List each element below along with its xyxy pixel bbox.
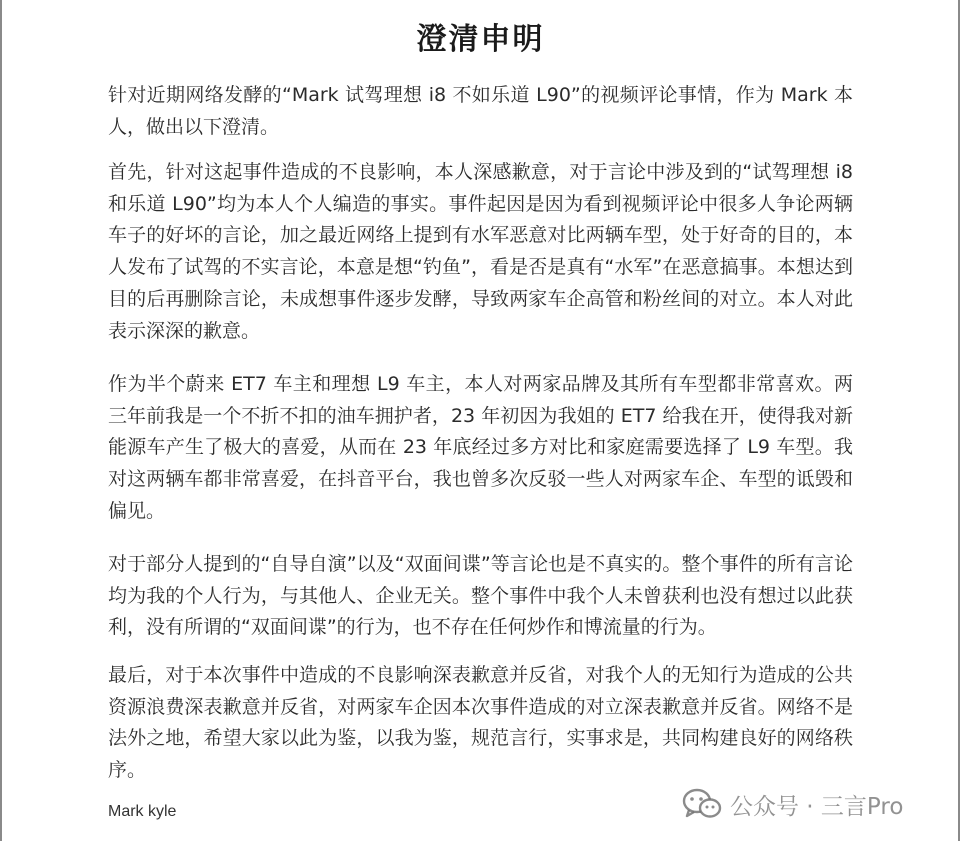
paragraph-denial: 对于部分人提到的“自导自演”以及“双面间谍”等言论也是不真实的。整个事件的所有言论均为我的个人行为，与其他人、企业无关。整个事件中我个人未曾获利也没有想过以此获利，没有所谓的“双面间谍”的行为，也不存在任何炒作和博流量的行为。 [108, 553, 853, 639]
watermark-text: 公众号 · 三言Pro [730, 793, 904, 820]
paragraph-intro: 针对近期网络发酵的“Mark 试驾理想 i8 不如乐道 L90”的视频评论事情，作为 Mark 本人，做出以下澄清。 [108, 84, 853, 138]
paragraph-conclusion: 最后，对于本次事件中造成的不良影响深表歉意并反省，对我个人的无知行为造成的公共资源浪费深表歉意并反省，对两家车企因本次事件造成的对立深表歉意并反省。网络不是法外之地，希望大家以此为鉴，以我为鉴，规范言行，实事求是，共同构建良好的网络秩序。 [108, 664, 853, 782]
signature: Mark kyle [108, 803, 177, 820]
wechat-icon [682, 787, 722, 821]
page-title: 澄清申明 [416, 22, 545, 57]
left-border [0, 0, 2, 841]
watermark [682, 784, 903, 824]
paragraph-apology: 首先，针对这起事件造成的不良影响，本人深感歉意，对于言论中涉及到的“试驾理想 i8 和乐道 L90”均为本人个人编造的事实。事件起因是因为看到视频评论中很多人争论两辆车子的好坏的言论，加之最近网络上提到有水军恶意对比两辆车型，处于好奇的目的，本人发布了试驾的不实言论，本意是想“钓鱼”，看是否是真有“水军”在恶意搞事。本想达到目的后再删除言论，未成想事件逐步发酵，导致两家车企高管和粉丝间的对立。本人对此表示深深的歉意。 [108, 161, 853, 342]
paragraph-ownership: 作为半个蔚来 ET7 车主和理想 L9 车主，本人对两家品牌及其所有车型都非常喜欢。两三年前我是一个不折不扣的油车拥护者，23 年初因为我姐的 ET7 给我在开，使得我对新能源车产生了极大的喜爱，从而在 23 年底经过多方对比和家庭需要选择了 L9 车型。我对这两辆车都非常喜爱，在抖音平台，我也曾多次反驳一些人对两家车企、车型的诋毁和偏见。 [108, 373, 853, 522]
